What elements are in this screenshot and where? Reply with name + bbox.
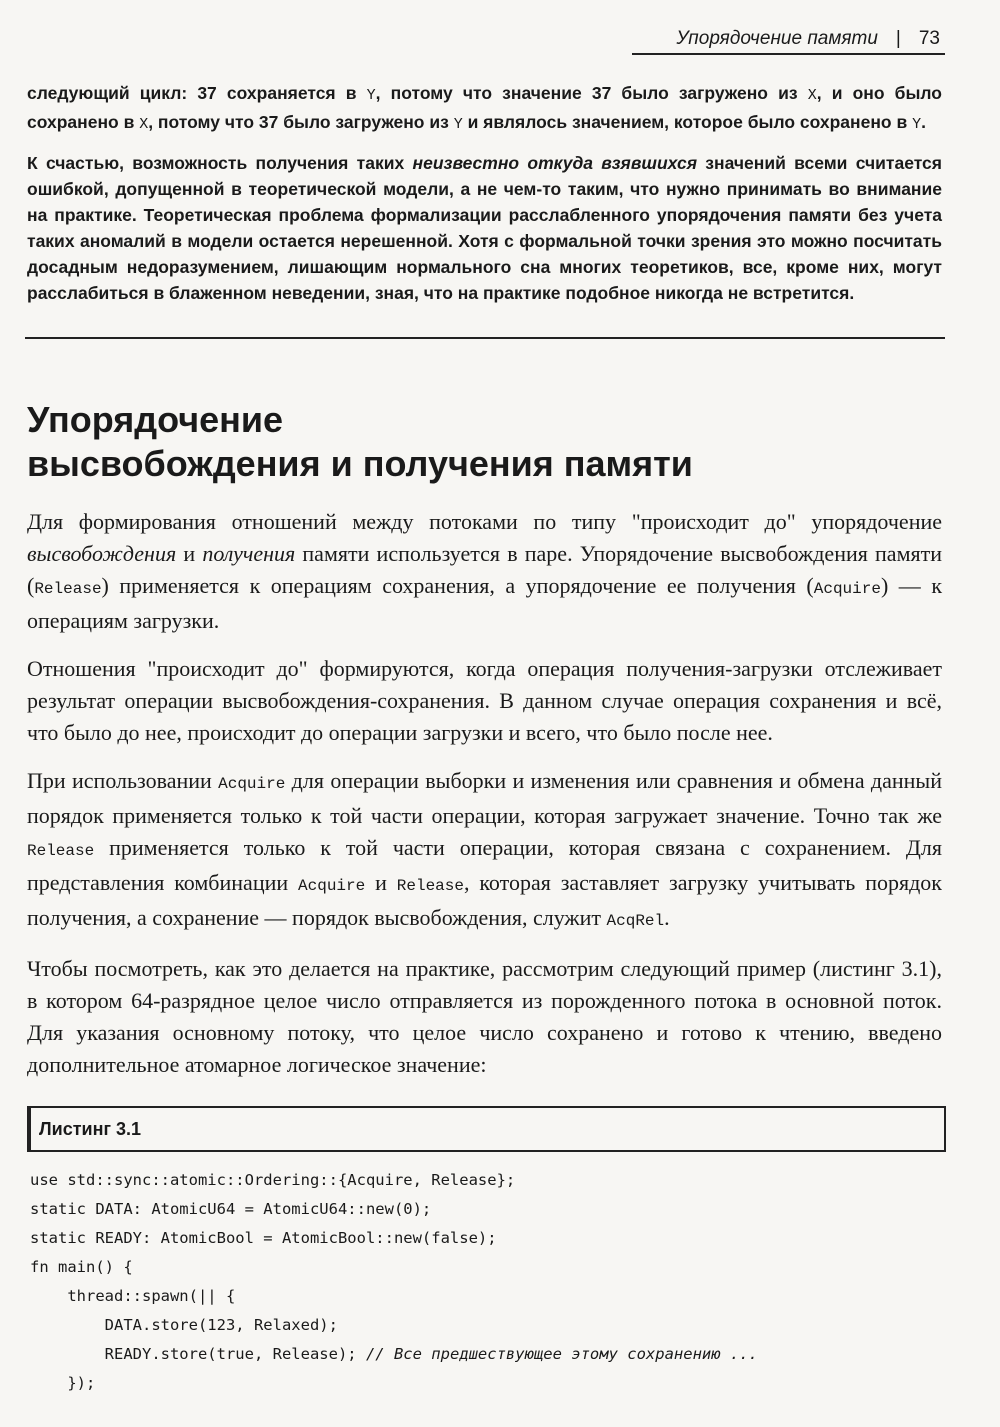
code-line: fn main() {	[30, 1258, 133, 1276]
body-paragraph-2: Отношения "происходит до" формируются, когда операция получения-загрузки отслеживает результат операции высвобождения-сохранения. В данном случае операция сохранения и всё, что было до нее, происходит до операции загрузки и всего, что было после нее.	[27, 656, 942, 745]
section-heading: Упорядочение высвобождения и получения памяти	[27, 399, 693, 484]
code-line: thread::spawn(|| {	[30, 1287, 236, 1305]
header-separator: |	[895, 28, 901, 49]
code-line: static READY: AtomicBool = AtomicBool::new(false);	[30, 1229, 497, 1247]
code-listing	[30, 1166, 945, 1398]
running-header	[630, 24, 940, 54]
code-line: use std::sync::atomic::Ordering::{Acquire, Release};	[30, 1171, 516, 1189]
header-rule	[632, 53, 945, 55]
body-paragraph-4: Чтобы посмотреть, как это делается на практике, рассмотрим следующий пример (листинг 3.1), в котором 64-разрядное целое число отправляется из порожденного потока в основной поток. Для указания основному потоку, что целое число сохранено и готово к чтению, введено дополнительное атомарное логическое значение:	[27, 956, 942, 1077]
note-rule	[25, 337, 945, 339]
code-line: static DATA: AtomicU64 = AtomicU64::new(0);	[30, 1200, 432, 1218]
note-paragraph-1: следующий цикл: 37 сохраняется в Y, потому что значение 37 было загружено из X, и оно было сохранено в X, потому что 37 было загружено из Y и являлось значением, которое было сохранено в Y.	[27, 83, 942, 133]
listing-title: Листинг 3.1	[39, 1118, 141, 1139]
code-line: READY.store(true, Release); // Все предшествующее этому сохранению ...	[30, 1345, 758, 1363]
body-paragraph-1: Для формирования отношений между потоками по типу "происходит до" упорядочение высвобождения и получения памяти используется в паре. Упорядочение высвобождения памяти (Release) применяется к операциям сохранения, а упорядочение ее получения (Acquire) — к операциям загрузки.	[27, 509, 943, 633]
listing-title-box	[27, 1106, 946, 1152]
section-title: Упорядочение памяти	[676, 28, 878, 49]
code-line: });	[30, 1374, 96, 1392]
note-paragraph-2: К счастью, возможность получения таких неизвестно откуда взявшихся значений всеми считается ошибкой, допущенной в теоретической модели, а не чем-то таким, что нужно принимать во внимание на практике. Теоретическая проблема формализации расслабленного упорядочения памяти без учета таких аномалий в модели остается нерешенной. Хотя с формальной точки зрения это можно посчитать досадным недоразумением, лишающим нормального сна многих теоретиков, все, кроме них, могут расслабиться в блаженном неведении, зная, что на практике подобное никогда не встретится.	[27, 153, 942, 303]
page-number: 73	[918, 28, 940, 49]
body-text	[27, 506, 942, 1097]
code-line: DATA.store(123, Relaxed);	[30, 1316, 338, 1334]
note-block	[27, 80, 942, 318]
code-comment: // Все предшествующее этому сохранению ...	[365, 1345, 758, 1363]
body-paragraph-3: При использовании Acquire для операции выборки и изменения или сравнения и обмена данный порядок применяется только к той части операции, которая загружает значение. Точно так же Release применяется только к той части операции, которая связана с сохранением. Для представления комбинации Acquire и Release, которая заставляет загрузку учитывать порядок получения, а сохранение — порядок высвобождения, служит AcqRel.	[27, 768, 942, 930]
